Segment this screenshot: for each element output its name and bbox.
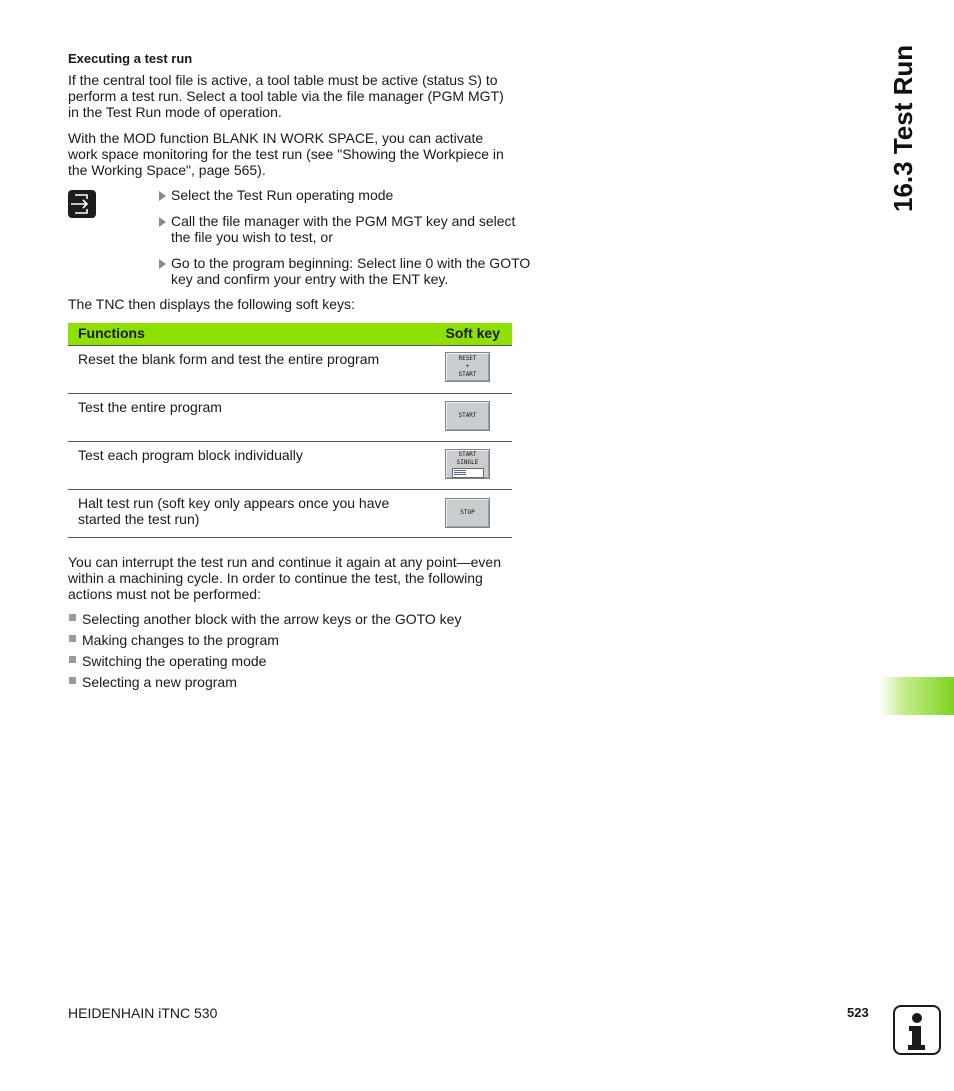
softkey-table: [68, 323, 512, 538]
info-icon: [893, 1005, 941, 1055]
reset-start-softkey[interactable]: [445, 352, 490, 382]
softkey-line: START: [458, 450, 477, 458]
softkeys-intro: The TNC then displays the following soft keys:: [68, 296, 355, 312]
paragraph-tool-table: If the central tool file is active, a tool table must be active (status S) to perform a test run. Select a tool table via the file manager (PGM MGT) in the Test Run mode of operation.: [68, 72, 504, 120]
chapter-title-text: 16.3 Test Run: [888, 44, 918, 212]
step-select-mode: [158, 187, 531, 203]
function-text: Reset the blank form and test the entire program: [78, 351, 380, 367]
softkey-line: SINGLE: [456, 458, 479, 466]
paragraph-interrupt: You can interrupt the test run and continue it again at any point—even within a machining cycle. In order to continue the test, the following actions must not be performed:: [68, 554, 502, 602]
bullet-square-icon: [69, 656, 76, 663]
chapter-tab-marker: [880, 677, 954, 715]
softkey-column-header: Soft key: [445, 325, 500, 341]
table-header: [68, 323, 512, 346]
table-row: [68, 490, 512, 538]
footer-manual-title: HEIDENHAIN iTNC 530: [68, 1005, 218, 1021]
start-softkey[interactable]: [445, 401, 490, 431]
step-text: Go to the program beginning: Select line 0 with the GOTO key and confirm your entry with the ENT key.: [171, 255, 531, 287]
function-text: Test each program block individually: [78, 447, 303, 463]
start-single-softkey[interactable]: [445, 449, 490, 479]
bullet-list: [68, 611, 461, 695]
list-item-text: Selecting a new program: [82, 674, 237, 690]
list-item-text: Making changes to the program: [82, 632, 279, 648]
table-row: [68, 394, 512, 442]
step-arrow-icon: [159, 217, 166, 227]
softkey-line: RESET: [458, 355, 477, 362]
softkey-line: STOP: [460, 509, 475, 516]
test-run-mode-icon: [68, 190, 96, 218]
softkey-line: START: [458, 412, 477, 419]
softkey-line: +: [465, 363, 470, 370]
table-row: [68, 346, 512, 394]
step-program-beginning: [158, 255, 531, 287]
step-arrow-icon: [159, 191, 166, 201]
paragraph-blank-workspace: With the MOD function BLANK IN WORK SPACE, you can activate work space monitoring for the test run (see "Showing the Workpiece in the Working Space", page 565).: [68, 130, 504, 178]
page-number: 523: [847, 1005, 869, 1020]
function-text: Halt test run (soft key only appears once you have started the test run): [78, 495, 390, 527]
section-heading: Executing a test run: [68, 51, 193, 66]
softkey-line: START: [458, 371, 477, 378]
table-row: [68, 442, 512, 490]
step-file-manager: [158, 213, 531, 245]
bullet-square-icon: [69, 635, 76, 642]
step-text: Select the Test Run operating mode: [171, 187, 394, 203]
bullet-square-icon: [69, 614, 76, 621]
step-text: Call the file manager with the PGM MGT key and select the file you wish to test, or: [171, 213, 516, 245]
list-item: [68, 674, 461, 695]
list-item: [68, 653, 461, 674]
bullet-square-icon: [69, 677, 76, 684]
block-list-icon: [452, 468, 484, 478]
list-item: [68, 632, 461, 653]
list-item: [68, 611, 461, 632]
list-item-text: Switching the operating mode: [82, 653, 267, 669]
step-arrow-icon: [159, 259, 166, 269]
function-text: Test the entire program: [78, 399, 222, 415]
chapter-side-title: [862, 40, 938, 220]
list-item-text: Selecting another block with the arrow keys or the GOTO key: [82, 611, 462, 627]
functions-column-header: Functions: [78, 325, 145, 341]
stop-softkey[interactable]: [445, 498, 490, 528]
